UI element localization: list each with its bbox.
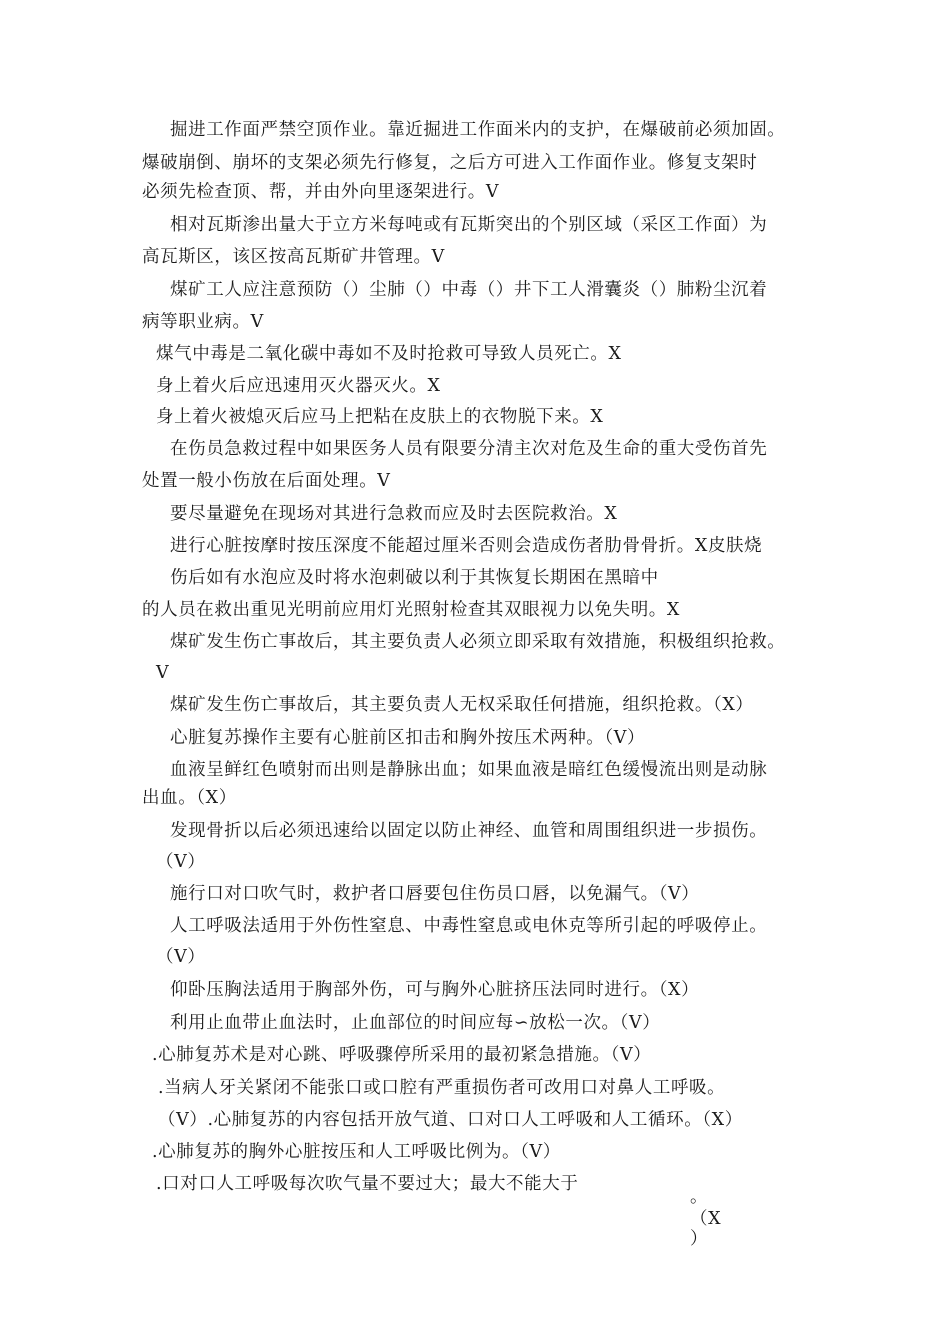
text-line: 要尽量避免在现场对其进行急救而应及时去医院救治。X	[170, 504, 618, 524]
text-line: 煤矿工人应注意预防（）尘肺（）中毒（）井下工人滑囊炎（）肺粉尘沉着	[170, 280, 768, 300]
text-line: 人工呼吸法适用于外伤性窒息、中毒性窒息或电休克等所引起的呼吸停止。	[170, 916, 768, 936]
text-line: 施行口对口吹气时，救护者口唇要包住伤员口唇，以免漏气。（V）	[170, 884, 700, 904]
text-line: 伤后如有水泡应及时将水泡刺破以利于其恢复长期困在黑暗中	[170, 568, 659, 588]
text-line: 处置一般小伤放在后面处理。V	[142, 471, 391, 491]
text-line: （V）	[156, 852, 206, 872]
text-line: .口对口人工呼吸每次吹气量不要过大；最大不能大于	[156, 1174, 579, 1194]
text-line: V	[156, 663, 170, 683]
text-line: 煤矿发生伤亡事故后，其主要负责人无权采取任何措施，组织抢救。（X）	[170, 695, 754, 715]
text-line: 心脏复苏操作主要有心脏前区扣击和胸外按压术两种。（V）	[170, 728, 646, 748]
text-line: （V）	[156, 947, 206, 967]
text-line: .当病人牙关紧闭不能张口或口腔有严重损伤者可改用口对鼻人工呼吸。	[158, 1078, 726, 1098]
text-line: 身上着火被熄灭后应马上把粘在皮肤上的衣物脱下来。X	[156, 407, 604, 427]
text-line: 掘进工作面严禁空顶作业。靠近掘进工作面米内的支护，在爆破前必须加固。	[170, 120, 786, 140]
text-line: 进行心脏按摩时按压深度不能超过厘米否则会造成伤者肋骨骨折。X皮肤烧	[170, 536, 763, 556]
text-line: 出血。（X）	[142, 788, 237, 808]
text-line: （V）.心肺复苏的内容包括开放气道、口对口人工呼吸和人工循环。（X）	[158, 1110, 743, 1130]
text-line: 煤矿发生伤亡事故后，其主要负责人必须立即采取有效措施，积极组织抢救。	[170, 632, 786, 652]
text-line: 煤气中毒是二氧化碳中毒如不及时抢救可导致人员死亡。X	[156, 344, 622, 364]
text-line: 仰卧压胸法适用于胸部外伤，可与胸外心脏挤压法同时进行。（X）	[170, 980, 700, 1000]
text-line: ）	[690, 1229, 709, 1249]
text-line: 病等职业病。V	[142, 312, 264, 332]
text-line: 的人员在救出重见光明前应用灯光照射检查其双眼视力以免失明。X	[142, 600, 680, 620]
text-line: 必须先检查顶、帮，并由外向里逐架进行。V	[142, 182, 500, 202]
text-line: 身上着火后应迅速用灭火器灭火。X	[156, 376, 441, 396]
text-line: 血液呈鲜红色喷射而出则是静脉出血；如果血液是暗红色缓慢流出则是动脉	[170, 760, 768, 780]
text-line: .心肺复苏术是对心跳、呼吸骤停所采用的最初紧急措施。（V）	[152, 1045, 652, 1065]
text-line: 利用止血带止血法时，止血部位的时间应每∽放松一次。（V）	[170, 1013, 661, 1033]
text-line: 发现骨折以后必须迅速给以固定以防止神经、血管和周围组织进一步损伤。	[170, 821, 768, 841]
text-line: .心肺复苏的胸外心脏按压和人工呼吸比例为。（V）	[152, 1142, 561, 1162]
text-line: 。	[690, 1187, 709, 1207]
text-line: （X	[690, 1209, 722, 1229]
text-line: 相对瓦斯渗出量大于立方米每吨或有瓦斯突出的个别区域（采区工作面）为	[170, 215, 768, 235]
text-line: 高瓦斯区，该区按高瓦斯矿井管理。V	[142, 247, 445, 267]
text-line: 在伤员急救过程中如果医务人员有限要分清主次对危及生命的重大受伤首先	[170, 439, 768, 459]
text-line: 爆破崩倒、崩坏的支架必须先行修复，之后方可进入工作面作业。修复支架时	[142, 153, 758, 173]
